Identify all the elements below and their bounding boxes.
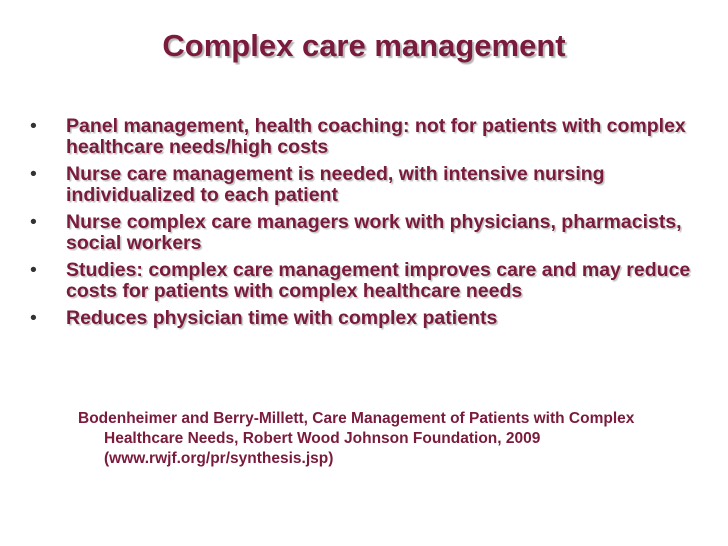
bullet-item [30, 116, 695, 158]
reference-citation: Bodenheimer and Berry-Millett, Care Management of Patients with Complex Healthcare Needs, Robert Wood Johnson Foundation, 2009 (www.rwjf.org/pr/synthesis.jsp) [78, 410, 635, 467]
bullet-dot-icon: • [30, 163, 37, 185]
bullet-list [30, 116, 695, 335]
bullet-item [30, 260, 695, 302]
slide-title: Complex care management [162, 28, 566, 63]
bullet-dot-icon: • [30, 259, 37, 281]
bullet-text: Nurse complex care managers work with physicians, pharmacists, social workers [66, 211, 682, 254]
bullet-item [30, 164, 695, 206]
bullet-dot-icon: • [30, 307, 37, 329]
bullet-text: Panel management, health coaching: not for patients with complex healthcare needs/high costs [66, 115, 686, 158]
bullet-text: Reduces physician time with complex patients [66, 307, 498, 329]
bullet-item [30, 308, 695, 329]
bullet-item [30, 212, 695, 254]
bullet-dot-icon: • [30, 211, 37, 233]
bullet-text: Nurse care management is needed, with intensive nursing individualized to each patient [66, 163, 605, 206]
bullet-dot-icon: • [30, 115, 37, 137]
bullet-text: Studies: complex care management improves care and may reduce costs for patients with complex healthcare needs [66, 259, 691, 302]
